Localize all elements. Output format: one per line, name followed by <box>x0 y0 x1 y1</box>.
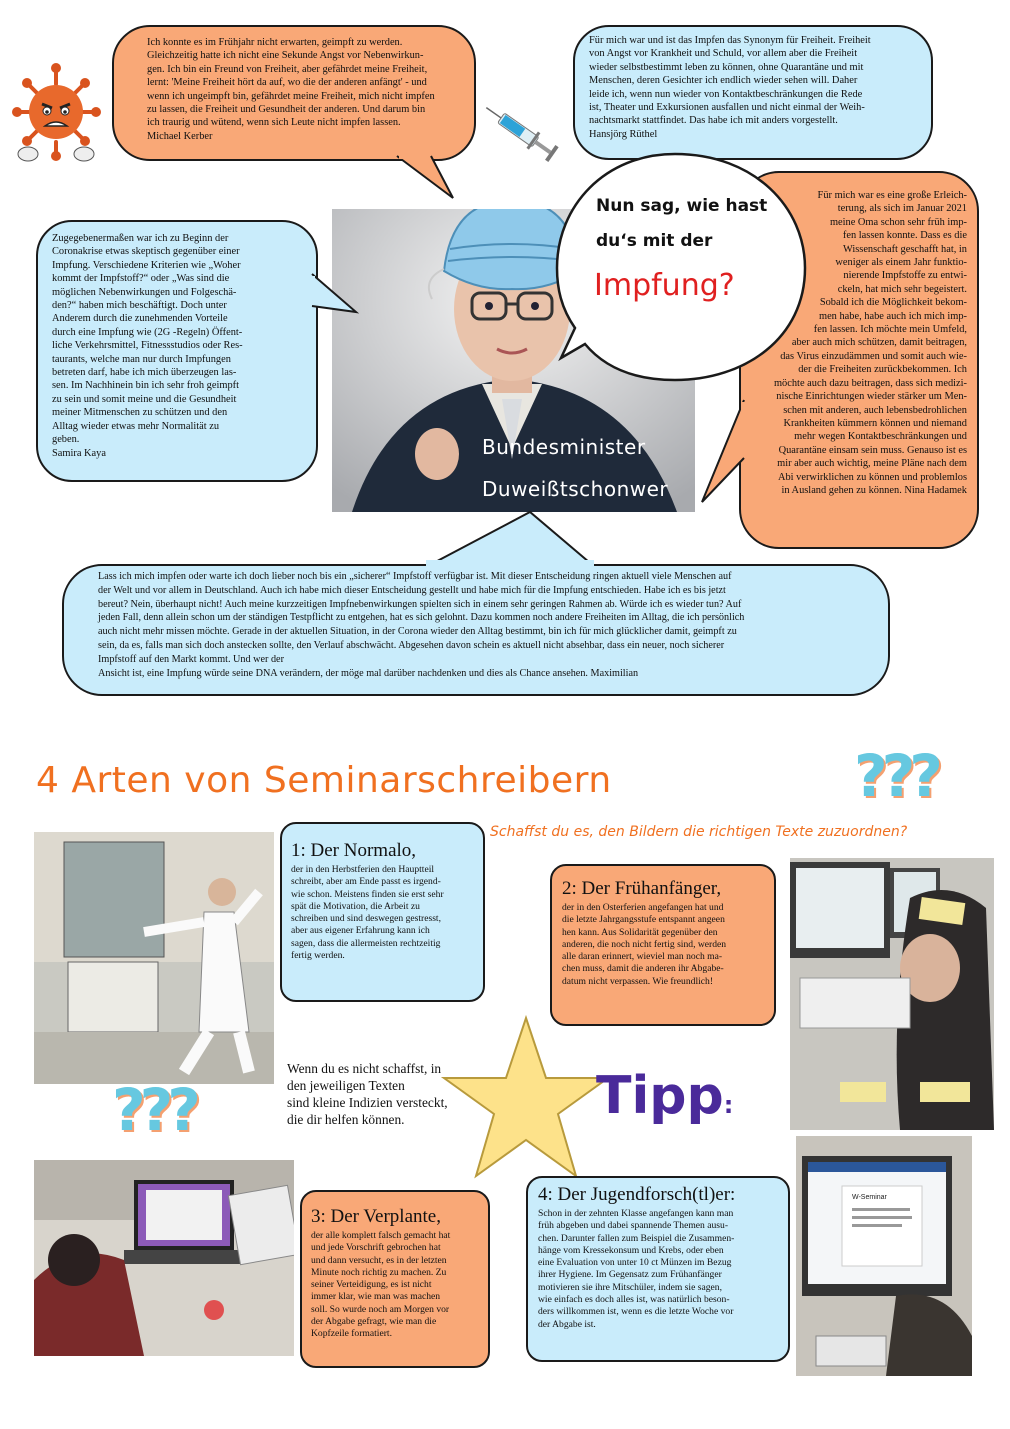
quote-bubble-michael <box>112 25 476 161</box>
type-card-1-heading: 1: Der Normalo, <box>291 840 417 861</box>
minister-caption-line2: Duweißtschonwer <box>482 477 669 501</box>
speech-line-3: Impfung? <box>594 268 735 303</box>
minister-caption-line1: Bundesminister <box>482 435 646 459</box>
type-card-2-heading: 2: Der Frühanfänger, <box>562 878 722 899</box>
quote-text-maximilian: Lass ich mich impfen oder warte ich doch lieber noch bis ein „sicherer“ Impfstoff verfügbar ist. Mit dieser Entscheidung ringen aktuell viele Menschen auf der Welt und vor allem in Deutschland. Auch ich habe mich dieser Entscheidung gestellt und habe mich für die Impfung entschieden. Habe ich es bis jetzt bereut? Nein, überhaupt nicht! Auch meine kurzzeitigen Impfnebenwirkungen spielten sich in einem sehr geringen Rahmen ab. Würde ich es wieder tun? Auf jeden Fall, denn allein schon um der ständigen Testpflicht zu entgehen, hat es sich gelohnt. Dazu kommen noch andere Freiheiten im Alltag, die ich persönlich auch nicht mehr missen möchte. Gerade in der aktuellen Situation, in der Corona wieder den Alltag bestimmt, bin ich für mich glücklicher damit, geimpft zu sein, da es, falls man sich doch anstecken sollte, den Verlauf abschwächt. Abgesehen davon schein es aktuell nicht absehbar, dass ein neuer, noch sicherer Impfstoff auf den Markt kommt. Und wer der Ansicht ist, eine Impfung würde seine DNA verändern, der möge mal darüber nachdenken und dies als Chance ansehen. Maximilian <box>98 571 745 679</box>
quote-bubble-hansjoerg <box>573 25 933 160</box>
type-card-3-text: der alle komplett falsch gemacht hat und jede Vorschrift gebrochen hat und dann versucht, es in der letzten Minute noch richtig zu machen. Zu seiner Verteidigung, es ist nicht immer klar, wie man was machen soll. So wurde noch am Morgen vor der Abgabe gefragt, wie man die Kopfzeile formatiert. <box>311 1230 451 1340</box>
quote-text-michael: Ich konnte es im Frühjahr nicht erwarten, geimpft zu werden. Gleichzeitig hatte ich nicht eine Sekunde Angst vor Nebenwirkun- gen. Ich bin ein Freund von Freiheit, aber gefährdet meine Freiheit, lernt: 'Meine Freiheit hört da auf, wo die der anderen anfängt' - und wenn ich ungeimpft bin, gefährdet meine Freiheit, mich nicht impfen zu lassen, die Freiheit und Gesundheit der anderen. Und darum bin ich traurig und wütend, wenn sich Leute nicht impfen lassen. Michael Kerber <box>147 37 435 142</box>
type-card-3-heading: 3: Der Verplante, <box>311 1206 441 1227</box>
photo-laptop-student <box>34 1160 294 1356</box>
type-card-4 <box>526 1176 790 1362</box>
angry-virus-icon <box>6 58 106 168</box>
tipp-word <box>596 1066 733 1126</box>
type-card-4-text: Schon in der zehnten Klasse angefangen kann man früh abgeben und dabei spannende Themen ausu- chen. Darunter fallen zum Beispiel die Zusammen- hänge vom Kressekonsum und Krebs, oder eben eine Evaluation von unter 10 ct Münzen im Bezug ihrer Hygiene. Im Gegensatz zum Frühanfänger motivieren sie ihre Mitschüler, indem sie sagen, wie einfach es doch alles ist, was natürlich beson- ders willkommen ist, wenn es die letzte Woche vor der Abgabe ist. <box>538 1208 735 1330</box>
quote-bubble-maximilian <box>62 564 890 696</box>
section-title: 4 Arten von Seminarschreibern <box>36 760 612 801</box>
bubble-tail-samira <box>310 272 360 318</box>
bubble-tail-michael <box>395 154 465 200</box>
bubble-tail-nina <box>700 398 746 508</box>
speech-line-1: Nun sag, wie hast <box>596 196 768 216</box>
tipp-colon: : <box>723 1091 734 1119</box>
type-card-4-heading: 4: Der Jugendforsch(tl)er: <box>538 1184 736 1205</box>
quote-text-nina: Für mich war es eine große Erleich- terung, als sich im Januar 2021 meine Oma schon sehr früh imp- fen lassen konnte. Dass es die Wissenschaft geschafft hat, in weniger als einem Jahr funktio- nierende Impfstoffe zu entwi- ckeln, hat mich sehr begeistert. Sobald ich die Möglichkeit bekom- men habe, habe auch ich mich imp- fen lassen. Ich möchte mein Umfeld, aber auch mich schützen, damit beitragen, das Virus einzudämmen und somit auch wie- der die Freiheiten zurückbekommen. Ich möchte auch dazu beitragen, dass sich medizi- nische Einrichtungen wieder stärker um Men- schen mit anderen, auch lebensbedrohlichen Krankheiten kümmern können und niemand mehr wegen Kontaktbeschränkungen und Quarantäne einsam sein muss. Genauso ist es mir aber auch wichtig, meine Pläne nach dem Abi verwirklichen zu können und problemlos in Ausland gehen zu können. Nina Hadamek <box>773 190 967 496</box>
quote-text-samira: Zugegebenermaßen war ich zu Beginn der Coronakrise etwas skeptisch gegenüber einer Impfung. Verschiedene Kriterien wie „Woher kommt der Impfstoff?“ oder „Was sind die möglichen Nebenwirkungen und Folgeschä- den?“ haben mich beschäftigt. Doch unter Anderem durch die zunehmenden Vorteile durch eine Impfung wie (2G -Regeln) Öffent- liche Verkehrsmittel, Fitnessstudios oder Res- taurants, welche man nur durch Impfungen betreten darf, habe ich mich überzeugen las- sen. Im Nachhinein bin ich sehr froh geimpft zu sein und somit meine und die Gesundheit meiner Mitmenschen zu schützen und den Alltag wieder etwas mehr Normalität zu geben. Samira Kaya <box>52 233 243 459</box>
monitor-screen-text: W-Seminar <box>852 1194 887 1201</box>
section-subtitle: Schaffst du es, den Bildern die richtigen Texte zuzuordnen? <box>490 824 908 840</box>
type-card-2 <box>550 864 776 1026</box>
type-card-3 <box>300 1190 490 1368</box>
type-card-2-text: der in den Osterferien angefangen hat und die letzte Jahrgangsstufe entspannt angeen hen kann. Aus Solidarität gegenüber den anderen, die noch nicht fertig sind, werden alle daran erinnert, wieviel man noch ma- chen muss, damit die anderen ihr Abgabe- datum nicht verpassen. Wie freundlich! <box>562 902 727 987</box>
quote-bubble-samira <box>36 220 318 482</box>
question-marks-bottom: ??? <box>112 1076 195 1144</box>
type-card-1-text: der in den Herbstferien den Hauptteil schreibt, aber am Ende passt es irgend- wie schon. Meistens finden sie erst sehr spät die Motivation, die Arbeit zu schreiben und sind deswegen gestresst, aber aus eigener Erfahrung kann ich sagen, dass die allermeisten rechtzeitig fertig werden. <box>291 864 444 962</box>
quote-text-hansjoerg: Für mich war und ist das Impfen das Synonym für Freiheit. Freiheit von Angst vor Krankheit und Schuld, vor allem aber die Freiheit wieder selbstbestimmt leben zu können, ohne Quarantäne und mit Menschen, deren Gesichter ich endlich wieder sehen will. Daher leide ich, wenn nun wieder von Kontaktbeschränkungen die Rede ist, Theater und Exkursionen ausfallen und nicht einmal der Weih- nachtsmarkt stattfindet. Das habe ich mit anders vorgestellt. Hansjörg Rüthel <box>589 35 871 140</box>
tipp-word-text: Tipp <box>596 1066 724 1126</box>
bubble-tail-maximilian-cover <box>424 560 596 568</box>
star-icon <box>440 1012 612 1182</box>
photo-monitor-student <box>796 1136 972 1376</box>
photo-lab-student <box>34 832 274 1084</box>
photo-computer-student <box>790 858 994 1130</box>
type-card-1 <box>280 822 485 1002</box>
question-marks-top: ??? <box>854 742 937 810</box>
tipp-text: Wenn du es nicht schaffst, in den jeweiligen Texten sind kleine Indizien versteckt, die dir helfen können. <box>287 1061 448 1127</box>
speech-line-2: du‘s mit der <box>596 231 713 251</box>
